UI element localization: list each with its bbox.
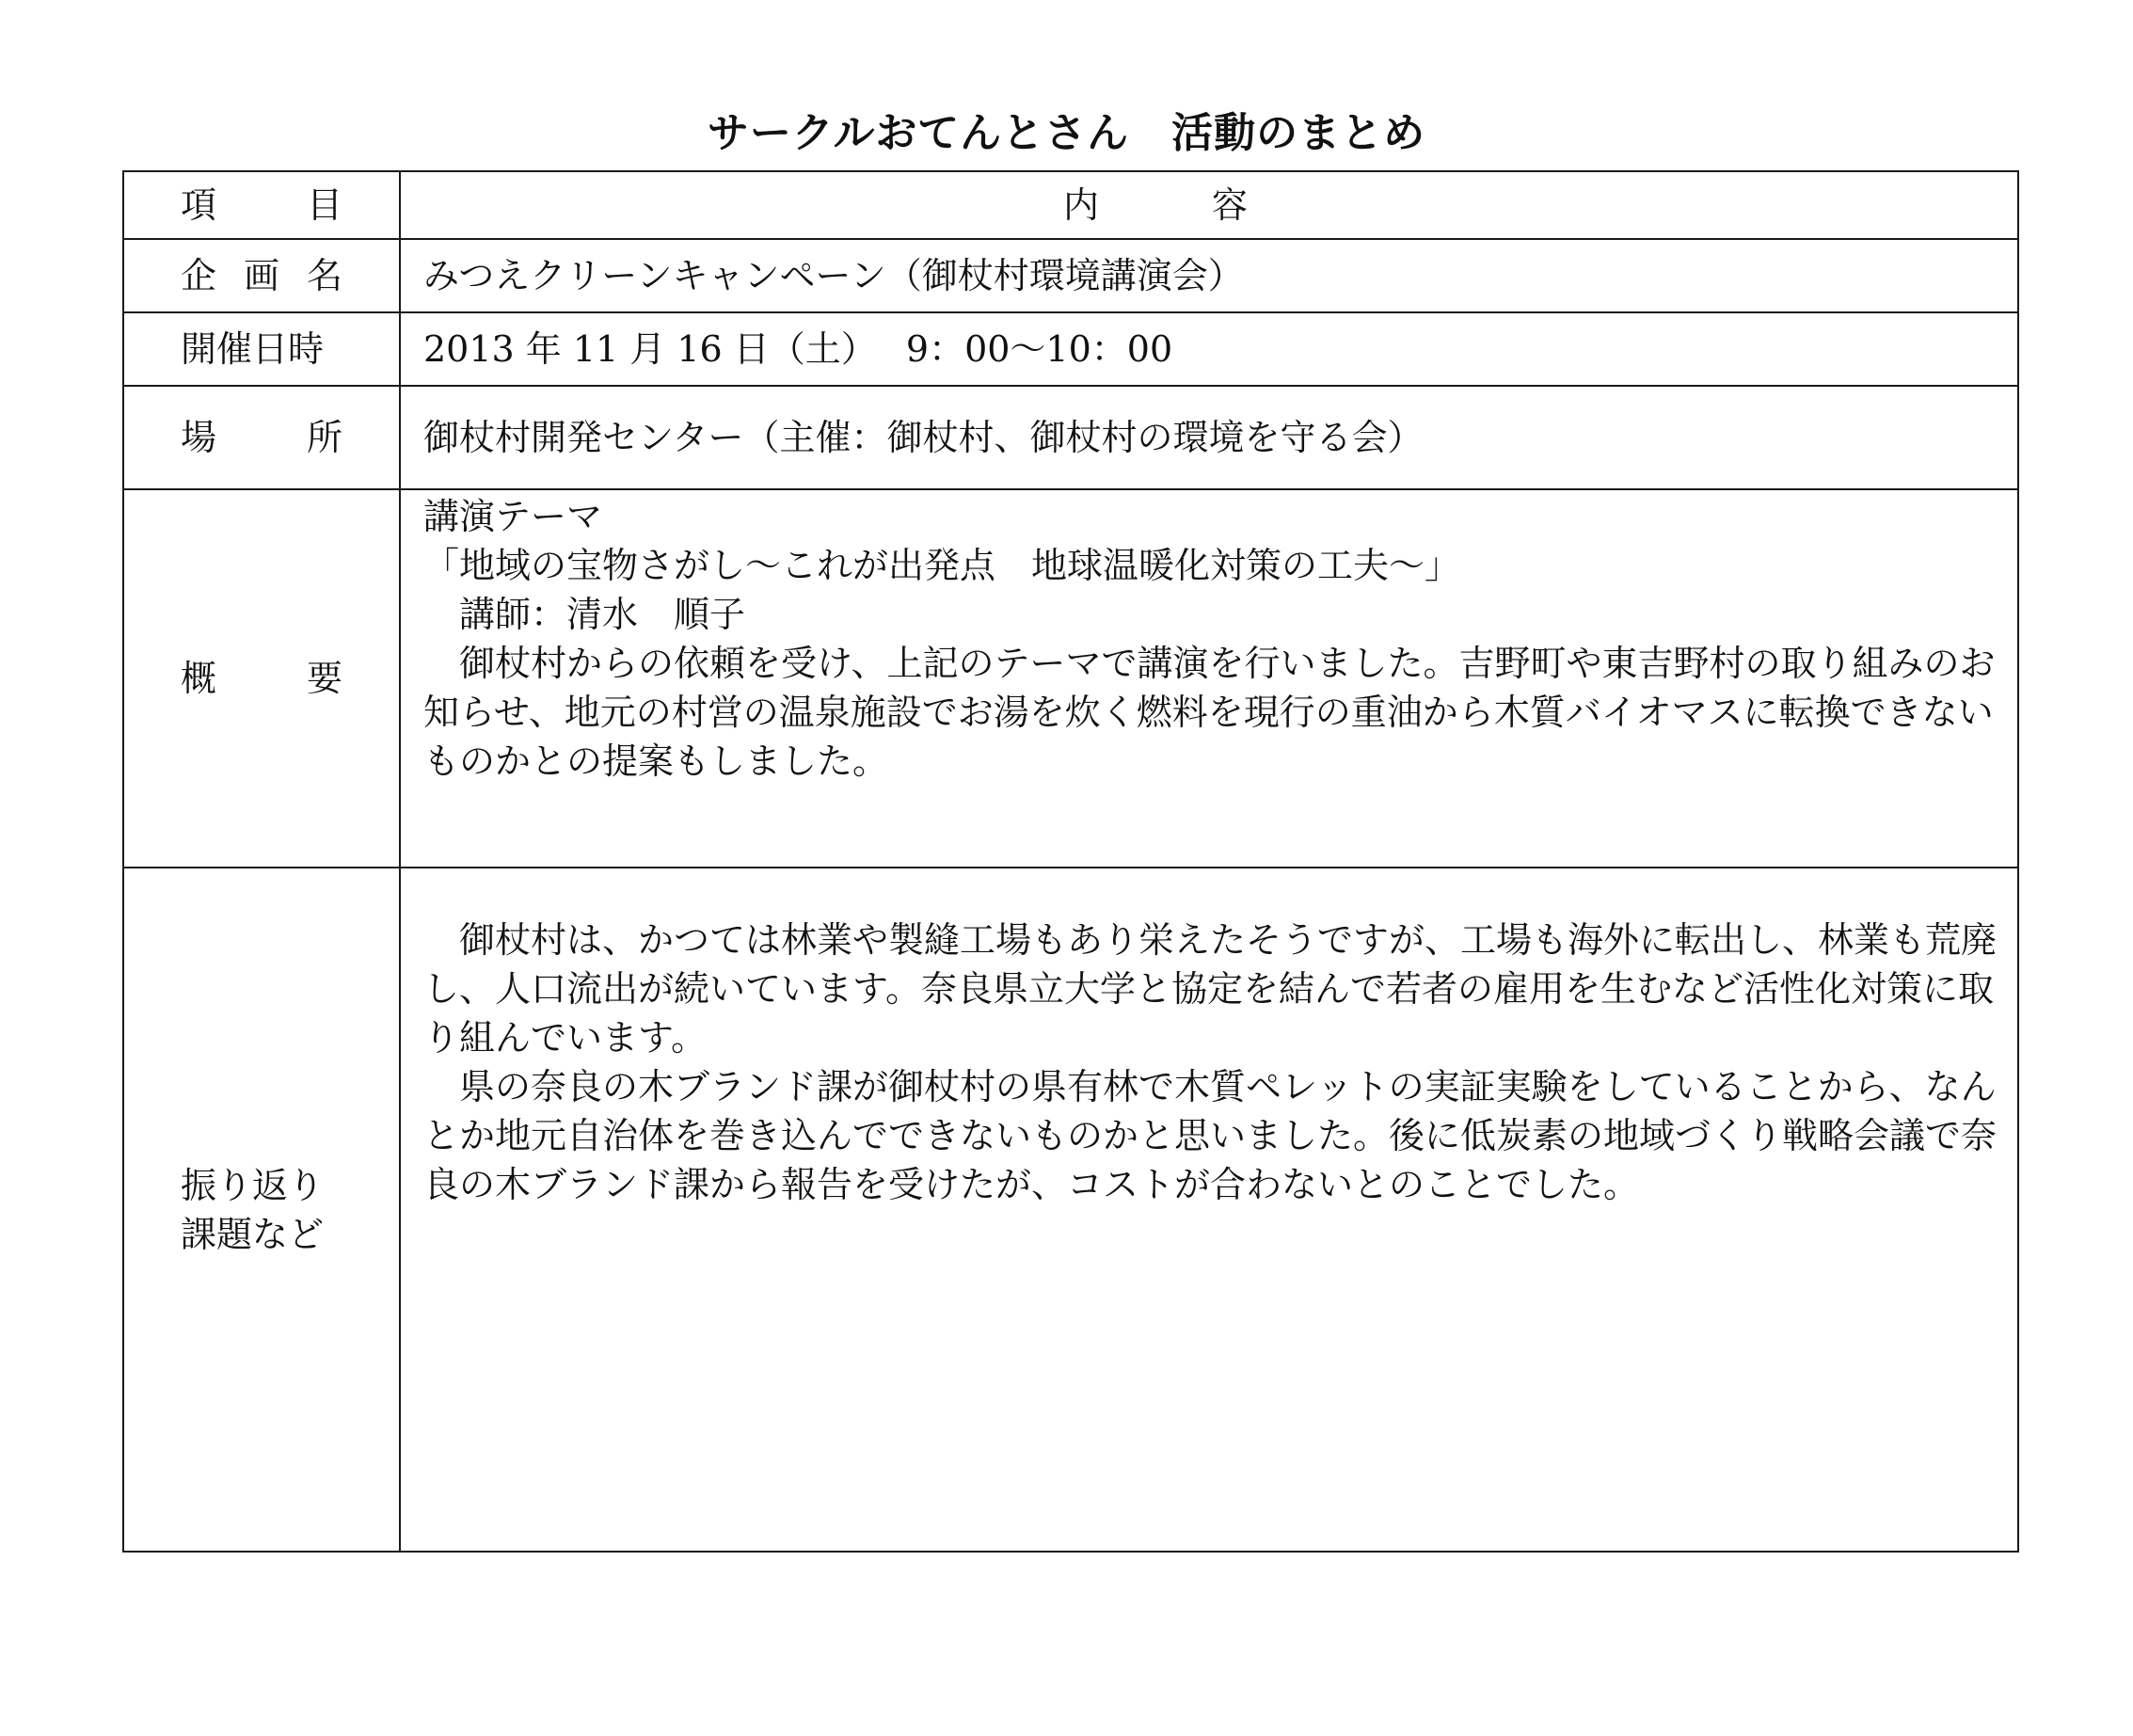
table-row xyxy=(123,312,2018,386)
table-header-row xyxy=(123,171,2018,239)
table-row xyxy=(123,868,2018,1552)
review-paragraph: 御杖村は、かつては林業や製縫工場もあり栄えたそうですが、工場も海外に転出し、林業も荒廃し、人口流出が続いています。奈良県立大学と協定を結んで若者の雇用を生むなど活性化対策に取り組んでいます。 xyxy=(423,919,1998,1059)
date-label: 開催日時 xyxy=(181,328,325,370)
header-item-char: 目 xyxy=(306,184,342,226)
place-value: 御杖村開発センター（主催：御杖村、御杖村の環境を守る会） xyxy=(400,386,2018,489)
row-label-date xyxy=(123,312,400,386)
project-name-value: みつえクリーンキャンペーン（御杖村環境講演会） xyxy=(400,239,2018,312)
review-value xyxy=(400,868,2018,1552)
label-char: 名 xyxy=(306,255,342,296)
lecturer-name: 講師：清水 順子 xyxy=(459,594,746,635)
label-char: 要 xyxy=(306,658,342,699)
review-label-line: 課題など xyxy=(181,1213,325,1255)
label-char: 企 xyxy=(181,255,217,296)
review-label-line: 振り返り xyxy=(181,1164,325,1206)
label-char: 場 xyxy=(181,417,217,458)
header-item-char: 項 xyxy=(181,184,217,226)
table-row xyxy=(123,489,2018,868)
table-row xyxy=(123,239,2018,312)
header-content-cell: 内容 xyxy=(400,171,2018,239)
activity-summary-table xyxy=(122,170,2019,1553)
summary-value xyxy=(400,489,2018,868)
table-row xyxy=(123,386,2018,489)
label-char: 画 xyxy=(243,255,279,296)
header-item-cell xyxy=(123,171,400,239)
page-title: サークルおてんとさん 活動のまとめ xyxy=(707,109,1426,157)
label-char: 概 xyxy=(181,658,217,699)
label-char: 所 xyxy=(306,417,342,458)
row-label-review xyxy=(123,868,400,1552)
row-label-project-name xyxy=(123,239,400,312)
summary-paragraph: 御杖村からの依頼を受け、上記のテーマで講演を行いました。吉野町や東吉野村の取り組みのお知らせ、地元の村営の温泉施設でお湯を炊く燃料を現行の重油から木質バイオマスに転換できないものかとの提案もしました。 xyxy=(423,643,1996,782)
row-label-summary xyxy=(123,489,400,868)
date-value: 2013 年 11 月 16 日（土） 9：00～10：00 xyxy=(400,312,2018,386)
row-label-place xyxy=(123,386,400,489)
review-paragraph: 県の奈良の木ブランド課が御杖村の県有林で木質ペレットの実証実験をしていることから、なんとか地元自治体を巻き込んでできないものかと思いました。後に低炭素の地域づくり戦略会議で奈良の木ブランド課から報告を受けたが、コストが合わないとのことでした。 xyxy=(423,1066,1998,1205)
lecture-theme-title: 「地域の宝物さがし～これが出発点 地球温暖化対策の工夫～」 xyxy=(423,545,1461,586)
lecture-theme-heading: 講演テーマ xyxy=(423,496,603,537)
